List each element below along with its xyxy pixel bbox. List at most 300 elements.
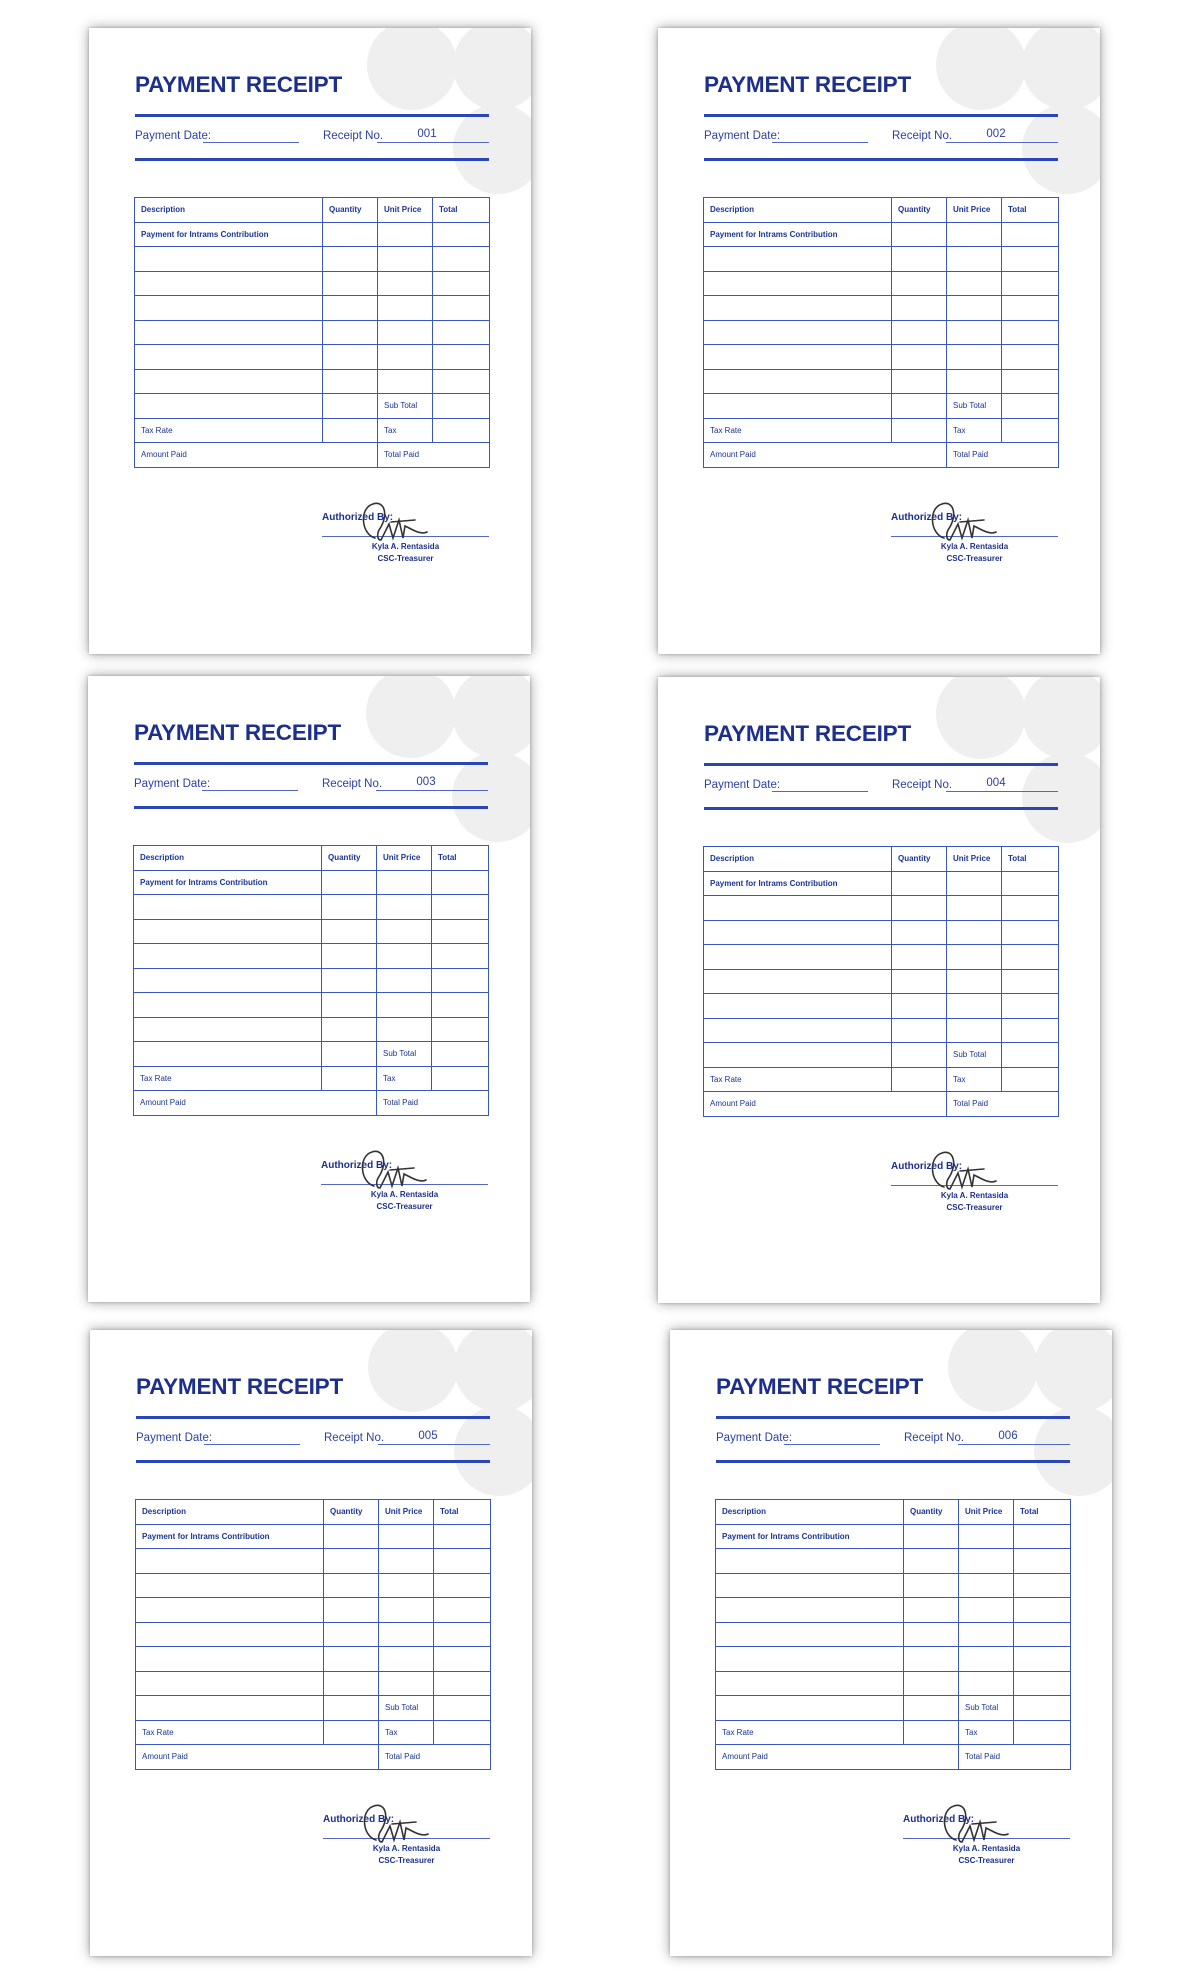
- receipt-card: [658, 28, 1100, 654]
- table-cell: [377, 919, 432, 944]
- signer-name: Kyla A. Rentasida: [952, 1844, 1021, 1853]
- decor-circle: [454, 1406, 532, 1496]
- table-cell: [134, 993, 322, 1018]
- table-cell: [378, 296, 433, 321]
- table-cell: [892, 994, 947, 1019]
- table-cell: [434, 1549, 491, 1574]
- header-rule: [704, 807, 1058, 810]
- table-cell: [959, 1598, 1014, 1623]
- table-cell: [134, 1017, 322, 1042]
- col-description-header: Description: [716, 1500, 904, 1525]
- col-description-header: Description: [134, 846, 322, 871]
- table-cell: [379, 1573, 434, 1598]
- table-cell: [947, 369, 1002, 394]
- table-cell: [959, 1671, 1014, 1696]
- table-cell: [892, 1043, 947, 1068]
- table-cell: [134, 919, 322, 944]
- table-row: [135, 345, 490, 370]
- table-row: [136, 1622, 491, 1647]
- table-cell: [322, 1017, 377, 1042]
- tax-label: Tax: [377, 1066, 432, 1091]
- table-cell: [947, 969, 1002, 994]
- table-cell: [433, 296, 490, 321]
- table-row: [704, 896, 1059, 921]
- table-cell: [322, 919, 377, 944]
- table-cell: [134, 944, 322, 969]
- signer-role: CSC-Treasurer: [377, 554, 434, 563]
- total-row: [135, 443, 490, 468]
- tax-rate-value: [892, 418, 947, 443]
- items-table: [135, 1499, 491, 1770]
- tax-value: [1002, 418, 1059, 443]
- table-row: [704, 320, 1059, 345]
- total-row: [134, 1091, 489, 1116]
- tax-row: [704, 1067, 1059, 1092]
- table-cell: [1014, 1598, 1071, 1623]
- table-row: [134, 919, 489, 944]
- receipt-no-value: 003: [416, 776, 436, 788]
- subtotal-row: [704, 1043, 1059, 1068]
- tax-rate-value: [322, 1066, 377, 1091]
- receipt-no-value: 004: [986, 777, 1006, 789]
- tax-rate-value: [892, 1067, 947, 1092]
- table-cell: [704, 896, 892, 921]
- signer-name: Kyla A. Rentasida: [940, 542, 1009, 551]
- table-row: [135, 296, 490, 321]
- table-cell: [959, 1622, 1014, 1647]
- table-row: [135, 222, 490, 247]
- table-cell: [324, 1524, 379, 1549]
- table-cell: [1014, 1524, 1071, 1549]
- col-unit-price-header: Unit Price: [959, 1500, 1014, 1525]
- decor-circle: [1034, 1406, 1112, 1496]
- payment-date-label: Payment Date:: [716, 1432, 793, 1444]
- table-cell: [135, 394, 323, 419]
- table-row: [704, 247, 1059, 272]
- table-cell: [433, 247, 490, 272]
- table-cell: [134, 895, 322, 920]
- table-cell: [432, 870, 489, 895]
- decor-circle: [1022, 28, 1100, 110]
- receipt-no-line: [376, 790, 488, 791]
- receipt-no-value: 002: [986, 128, 1006, 140]
- item-description: Payment for Intrams Contribution: [704, 871, 892, 896]
- table-cell: [323, 247, 378, 272]
- title-rule: [135, 114, 489, 117]
- table-cell: [378, 222, 433, 247]
- table-cell: [136, 1647, 324, 1672]
- table-row: [704, 1018, 1059, 1043]
- table-cell: [379, 1549, 434, 1574]
- table-cell: [378, 271, 433, 296]
- table-row: [134, 1017, 489, 1042]
- table-row: [716, 1671, 1071, 1696]
- payment-date-line: [772, 142, 868, 143]
- table-cell: [959, 1524, 1014, 1549]
- table-cell: [904, 1622, 959, 1647]
- sub-total-label: Sub Total: [379, 1696, 434, 1721]
- table-header-row: [134, 846, 489, 871]
- table-cell: [378, 345, 433, 370]
- subtotal-row: [134, 1042, 489, 1067]
- table-cell: [323, 320, 378, 345]
- table-row: [134, 870, 489, 895]
- tax-row: [716, 1720, 1071, 1745]
- table-row: [136, 1647, 491, 1672]
- signer-role: CSC-Treasurer: [376, 1202, 433, 1211]
- table-cell: [434, 1524, 491, 1549]
- table-cell: [904, 1671, 959, 1696]
- receipt-title: PAYMENT RECEIPT: [136, 1374, 344, 1399]
- table-header-row: [716, 1500, 1071, 1525]
- receipt-title: PAYMENT RECEIPT: [704, 72, 912, 97]
- tax-value: [433, 418, 490, 443]
- receipt-no-line: [958, 1444, 1070, 1445]
- table-header-row: [136, 1500, 491, 1525]
- tax-rate-value: [904, 1720, 959, 1745]
- table-cell: [1002, 969, 1059, 994]
- col-total-header: Total: [433, 198, 490, 223]
- payment-date-label: Payment Date:: [134, 778, 211, 790]
- col-quantity-header: Quantity: [322, 846, 377, 871]
- table-cell: [716, 1573, 904, 1598]
- items-table: [703, 846, 1059, 1117]
- total-paid-label: Total Paid: [379, 1745, 491, 1770]
- table-row: [134, 944, 489, 969]
- table-cell: [324, 1598, 379, 1623]
- table-cell: [947, 296, 1002, 321]
- table-cell: [432, 1017, 489, 1042]
- table-cell: [432, 993, 489, 1018]
- table-cell: [716, 1622, 904, 1647]
- receipt-title: PAYMENT RECEIPT: [135, 72, 343, 97]
- table-cell: [322, 968, 377, 993]
- table-cell: [704, 994, 892, 1019]
- col-total-header: Total: [434, 1500, 491, 1525]
- authorized-by-label: Authorized By:: [903, 1814, 975, 1825]
- amount-paid-label: Amount Paid: [716, 1745, 959, 1770]
- sub-total-value: [432, 1042, 489, 1067]
- table-cell: [377, 870, 432, 895]
- table-cell: [379, 1647, 434, 1672]
- signer-role: CSC-Treasurer: [946, 554, 1003, 563]
- total-paid-label: Total Paid: [947, 443, 1059, 468]
- items-table: [703, 197, 1059, 468]
- payment-date-label: Payment Date:: [704, 130, 781, 142]
- tax-value: [1002, 1067, 1059, 1092]
- tax-row: [135, 418, 490, 443]
- table-cell: [434, 1647, 491, 1672]
- table-row: [135, 320, 490, 345]
- col-quantity-header: Quantity: [892, 198, 947, 223]
- table-row: [135, 271, 490, 296]
- table-cell: [1002, 871, 1059, 896]
- table-cell: [433, 271, 490, 296]
- receipt-no-value: 005: [418, 1430, 438, 1442]
- table-cell: [892, 969, 947, 994]
- col-quantity-header: Quantity: [892, 847, 947, 872]
- signer-role: CSC-Treasurer: [958, 1856, 1015, 1865]
- item-description: Payment for Intrams Contribution: [134, 870, 322, 895]
- table-cell: [323, 369, 378, 394]
- decor-circle: [452, 676, 530, 758]
- table-row: [134, 993, 489, 1018]
- table-cell: [1014, 1573, 1071, 1598]
- table-cell: [433, 369, 490, 394]
- tax-rate-label: Tax Rate: [704, 1067, 892, 1092]
- table-cell: [704, 296, 892, 321]
- subtotal-row: [136, 1696, 491, 1721]
- tax-value: [434, 1720, 491, 1745]
- item-description: Payment for Intrams Contribution: [135, 222, 323, 247]
- table-cell: [892, 369, 947, 394]
- table-cell: [432, 895, 489, 920]
- table-cell: [136, 1622, 324, 1647]
- table-cell: [323, 296, 378, 321]
- receipt-card: [89, 28, 531, 654]
- table-cell: [716, 1549, 904, 1574]
- sub-total-value: [1002, 1043, 1059, 1068]
- table-cell: [434, 1598, 491, 1623]
- table-cell: [947, 994, 1002, 1019]
- header-rule: [704, 158, 1058, 161]
- table-row: [716, 1622, 1071, 1647]
- receipt-no-line: [377, 142, 489, 143]
- receipt-no-label: Receipt No.: [322, 778, 383, 790]
- table-cell: [379, 1598, 434, 1623]
- payment-date-line: [203, 142, 299, 143]
- table-cell: [378, 369, 433, 394]
- table-row: [136, 1671, 491, 1696]
- table-row: [704, 945, 1059, 970]
- table-cell: [433, 345, 490, 370]
- items-table: [134, 197, 490, 468]
- decor-circle: [1034, 1330, 1112, 1412]
- table-cell: [322, 944, 377, 969]
- table-row: [136, 1598, 491, 1623]
- signer-role: CSC-Treasurer: [946, 1203, 1003, 1212]
- table-row: [704, 296, 1059, 321]
- table-cell: [378, 247, 433, 272]
- decor-circle: [1022, 104, 1100, 194]
- amount-paid-label: Amount Paid: [704, 443, 947, 468]
- header-rule: [136, 1460, 490, 1463]
- table-cell: [1002, 896, 1059, 921]
- tax-row: [136, 1720, 491, 1745]
- tax-row: [134, 1066, 489, 1091]
- tax-rate-label: Tax Rate: [136, 1720, 324, 1745]
- receipt-no-label: Receipt No.: [904, 1432, 965, 1444]
- table-cell: [136, 1549, 324, 1574]
- table-cell: [716, 1696, 904, 1721]
- signer-name: Kyla A. Rentasida: [940, 1191, 1009, 1200]
- signer-name: Kyla A. Rentasida: [372, 1844, 441, 1853]
- subtotal-row: [135, 394, 490, 419]
- decor-circle: [453, 28, 531, 110]
- tax-rate-label: Tax Rate: [135, 418, 323, 443]
- table-cell: [892, 247, 947, 272]
- tax-rate-label: Tax Rate: [134, 1066, 322, 1091]
- receipt-no-line: [946, 791, 1058, 792]
- table-cell: [892, 222, 947, 247]
- sub-total-label: Sub Total: [378, 394, 433, 419]
- table-cell: [704, 369, 892, 394]
- table-cell: [323, 394, 378, 419]
- table-row: [136, 1524, 491, 1549]
- table-row: [704, 920, 1059, 945]
- table-cell: [324, 1647, 379, 1672]
- table-row: [134, 895, 489, 920]
- header-rule: [134, 806, 488, 809]
- table-cell: [1002, 320, 1059, 345]
- table-cell: [704, 345, 892, 370]
- table-cell: [1002, 271, 1059, 296]
- table-cell: [904, 1549, 959, 1574]
- table-cell: [892, 896, 947, 921]
- tax-rate-value: [323, 418, 378, 443]
- table-cell: [716, 1671, 904, 1696]
- receipt-no-line: [378, 1444, 490, 1445]
- table-cell: [1002, 222, 1059, 247]
- table-cell: [377, 968, 432, 993]
- col-description-header: Description: [136, 1500, 324, 1525]
- sub-total-value: [1014, 1696, 1071, 1721]
- table-cell: [904, 1696, 959, 1721]
- col-total-header: Total: [1002, 847, 1059, 872]
- table-row: [136, 1549, 491, 1574]
- item-description: Payment for Intrams Contribution: [716, 1524, 904, 1549]
- table-cell: [1002, 296, 1059, 321]
- table-row: [716, 1549, 1071, 1574]
- col-total-header: Total: [1014, 1500, 1071, 1525]
- sub-total-label: Sub Total: [377, 1042, 432, 1067]
- table-row: [716, 1524, 1071, 1549]
- receipt-title: PAYMENT RECEIPT: [704, 721, 912, 746]
- signer-name: Kyla A. Rentasida: [371, 542, 440, 551]
- table-cell: [704, 945, 892, 970]
- table-cell: [892, 296, 947, 321]
- col-description-header: Description: [135, 198, 323, 223]
- table-cell: [377, 993, 432, 1018]
- decor-circle: [948, 1330, 1038, 1412]
- total-row: [716, 1745, 1071, 1770]
- tax-value: [1014, 1720, 1071, 1745]
- table-cell: [904, 1524, 959, 1549]
- table-cell: [377, 895, 432, 920]
- table-cell: [323, 345, 378, 370]
- title-rule: [134, 762, 488, 765]
- tax-value: [432, 1066, 489, 1091]
- decor-circle: [367, 28, 457, 110]
- table-cell: [136, 1671, 324, 1696]
- total-paid-label: Total Paid: [959, 1745, 1071, 1770]
- table-cell: [135, 296, 323, 321]
- table-cell: [135, 369, 323, 394]
- table-row: [716, 1647, 1071, 1672]
- table-header-row: [704, 847, 1059, 872]
- sub-total-label: Sub Total: [959, 1696, 1014, 1721]
- table-cell: [324, 1622, 379, 1647]
- table-cell: [1002, 945, 1059, 970]
- table-cell: [432, 919, 489, 944]
- table-cell: [1014, 1671, 1071, 1696]
- receipt-no-label: Receipt No.: [324, 1432, 385, 1444]
- table-cell: [1002, 345, 1059, 370]
- table-cell: [892, 345, 947, 370]
- col-unit-price-header: Unit Price: [947, 198, 1002, 223]
- amount-paid-label: Amount Paid: [135, 443, 378, 468]
- table-cell: [947, 896, 1002, 921]
- table-cell: [704, 1018, 892, 1043]
- table-cell: [947, 345, 1002, 370]
- signer-role: CSC-Treasurer: [378, 1856, 435, 1865]
- table-cell: [434, 1671, 491, 1696]
- receipt-card: [88, 676, 530, 1302]
- tax-label: Tax: [947, 418, 1002, 443]
- total-paid-label: Total Paid: [377, 1091, 489, 1116]
- authorized-by-label: Authorized By:: [891, 1161, 963, 1172]
- table-cell: [379, 1524, 434, 1549]
- receipt-card: [670, 1330, 1112, 1956]
- table-cell: [324, 1671, 379, 1696]
- table-row: [716, 1573, 1071, 1598]
- table-cell: [704, 320, 892, 345]
- col-total-header: Total: [1002, 198, 1059, 223]
- table-cell: [434, 1573, 491, 1598]
- receipt-title: PAYMENT RECEIPT: [716, 1374, 924, 1399]
- total-row: [704, 443, 1059, 468]
- subtotal-row: [716, 1696, 1071, 1721]
- table-cell: [136, 1696, 324, 1721]
- table-cell: [904, 1647, 959, 1672]
- table-header-row: [704, 198, 1059, 223]
- receipt-no-label: Receipt No.: [892, 130, 953, 142]
- total-row: [136, 1745, 491, 1770]
- decor-circle: [366, 676, 456, 758]
- table-cell: [322, 895, 377, 920]
- col-quantity-header: Quantity: [324, 1500, 379, 1525]
- table-cell: [136, 1573, 324, 1598]
- table-cell: [947, 871, 1002, 896]
- table-cell: [947, 222, 1002, 247]
- receipt-no-line: [946, 142, 1058, 143]
- table-row: [704, 271, 1059, 296]
- payment-date-line: [204, 1444, 300, 1445]
- authorized-by-label: Authorized By:: [321, 1160, 393, 1171]
- table-cell: [379, 1671, 434, 1696]
- tax-rate-label: Tax Rate: [704, 418, 892, 443]
- table-row: [704, 871, 1059, 896]
- table-cell: [704, 920, 892, 945]
- col-total-header: Total: [432, 846, 489, 871]
- decor-circle: [452, 752, 530, 842]
- table-cell: [135, 345, 323, 370]
- table-cell: [324, 1549, 379, 1574]
- tax-label: Tax: [379, 1720, 434, 1745]
- table-cell: [716, 1598, 904, 1623]
- table-cell: [323, 222, 378, 247]
- table-cell: [1014, 1549, 1071, 1574]
- sub-total-value: [434, 1696, 491, 1721]
- tax-label: Tax: [378, 418, 433, 443]
- title-rule: [136, 1416, 490, 1419]
- table-cell: [904, 1598, 959, 1623]
- table-cell: [1002, 994, 1059, 1019]
- tax-rate-value: [324, 1720, 379, 1745]
- payment-date-label: Payment Date:: [136, 1432, 213, 1444]
- table-cell: [704, 969, 892, 994]
- table-cell: [704, 247, 892, 272]
